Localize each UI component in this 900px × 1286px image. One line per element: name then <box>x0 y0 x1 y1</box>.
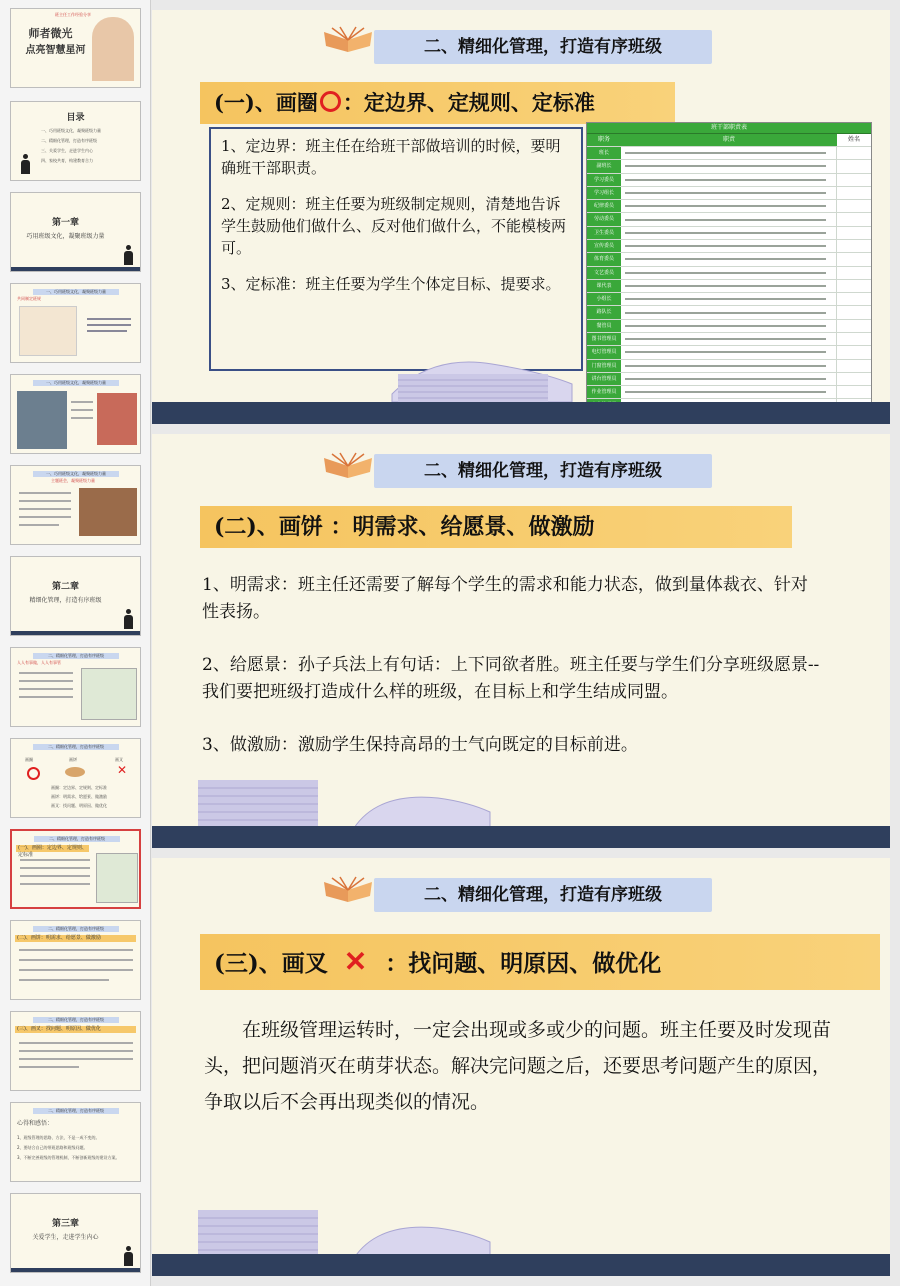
thumb-header: 一、巧用班级文化，凝聚班级力量 <box>46 471 106 476</box>
thumb-item: 1、班级管理的思路、方法，不是一成不变的。 <box>17 1135 100 1140</box>
table-row <box>587 319 871 332</box>
table-cell-duty <box>621 147 836 159</box>
table-row <box>587 359 871 372</box>
table-row <box>587 292 871 305</box>
circle-icon <box>27 767 40 780</box>
thumb-title: 师者微光 <box>28 27 73 40</box>
thumb-subtitle: 人人有事做，人人有事管 <box>17 660 61 665</box>
table-cell-duty <box>621 240 836 252</box>
table-cell-name[interactable] <box>836 373 871 385</box>
paper-stack-illustration <box>198 772 508 830</box>
text-box <box>209 127 583 371</box>
table-cell-role: 宣传委员 <box>587 240 621 252</box>
toc-item: 三、关爱学生，走进学生内心 <box>41 148 93 153</box>
slide-1 <box>152 10 890 424</box>
section-banner <box>200 82 675 124</box>
table-cell-name[interactable] <box>836 306 871 318</box>
duty-table-image <box>81 668 137 720</box>
duty-table-image <box>96 853 138 903</box>
table-cell-name[interactable] <box>836 227 871 239</box>
open-book-icon <box>322 876 374 906</box>
thumb-item: 2、要结合自己的带班思路和班级问题。 <box>17 1145 88 1150</box>
slide-thumb-4[interactable] <box>10 283 141 363</box>
bottom-stripe <box>152 402 890 424</box>
table-cell-duty <box>621 253 836 265</box>
table-row <box>587 212 871 225</box>
table-cell-duty <box>621 346 836 358</box>
table-cell-role: 卫生委员 <box>587 227 621 239</box>
table-cell-name[interactable] <box>836 320 871 332</box>
banner-prefix: (三)、画叉 <box>214 950 328 977</box>
sports-photo <box>79 488 137 536</box>
slide-thumb-6[interactable] <box>10 465 141 545</box>
table-cell-role: 学习委员 <box>587 174 621 186</box>
table-cell-name[interactable] <box>836 280 871 292</box>
table-body <box>587 146 871 424</box>
table-title: 班干部职责表 <box>587 123 871 133</box>
table-header-cell: 职责 <box>722 136 735 143</box>
toc-item: 二、精细化管理，打造有序班级 <box>41 138 97 143</box>
thumb-subtitle: 主题班会，凝聚班级力量 <box>51 478 95 483</box>
table-row <box>587 332 871 345</box>
figure-silhouette <box>122 609 134 631</box>
paragraph: 2、给愿景：孙子兵法上有句话：上下同欲者胜。班主任要与学生们分享班级愿景--我们要把班级打造成什么样的班级，在目标上和学生结成同盟。 <box>202 655 820 702</box>
table-cell-role: 文艺委员 <box>587 267 621 279</box>
slide-thumb-9[interactable] <box>10 738 141 818</box>
slide-header <box>374 30 712 64</box>
table-cell-duty <box>621 293 836 305</box>
thumb-line: 画叉：找问题、明原因、做优化 <box>51 803 107 808</box>
open-book-icon <box>322 26 374 56</box>
slide-thumb-7[interactable] <box>10 556 141 636</box>
table-row <box>587 186 871 199</box>
table-cell-name[interactable] <box>836 174 871 186</box>
paragraph: 在班级管理运转时，一定会出现或多或少的问题。班主任要及时发现苗头，把问题消灭在萌芽状态。解决完问题之后，还要思考问题产生的原因，争取以后不会再出现类似的情况。 <box>204 1019 832 1113</box>
duty-table <box>586 122 872 404</box>
table-cell-duty <box>621 306 836 318</box>
table-cell-name[interactable] <box>836 386 871 398</box>
paper-stack-illustration <box>198 1202 508 1260</box>
text-block <box>202 572 820 759</box>
thumb-subtitle: (一)、画圈：定边界、定规则、定标准 <box>18 845 87 858</box>
thumb-header: 二、精细化管理，打造有序班级 <box>48 744 104 749</box>
table-row <box>587 199 871 212</box>
table-row <box>587 226 871 239</box>
thumb-subtitle: 点亮智慧星河 <box>25 45 86 56</box>
table-row <box>587 146 871 159</box>
classroom-photo <box>17 391 67 449</box>
thumb-line: 画饼：明需求、给愿景、做激励 <box>51 794 107 799</box>
table-cell-role: 劳动委员 <box>587 213 621 225</box>
table-cell-name[interactable] <box>836 200 871 212</box>
toc-item: 一、巧用班级文化，凝聚班级力量 <box>41 128 101 133</box>
banner-suffix: ：找问题、明原因、做优化 <box>385 950 662 977</box>
slide-header <box>374 878 712 912</box>
toc-item: 四、家校共育，构建教育合力 <box>41 158 93 163</box>
slide-thumb-1[interactable] <box>10 8 141 88</box>
table-cell-name[interactable] <box>836 346 871 358</box>
thumb-title: 目录 <box>66 113 85 123</box>
slide-thumbnail-panel <box>0 0 151 1286</box>
slide-thumb-12[interactable] <box>10 1011 141 1091</box>
thumb-title: 第一章 <box>51 218 79 228</box>
slide-thumb-2[interactable] <box>10 101 141 181</box>
classroom-photo <box>97 393 137 445</box>
table-cell-role: 电灯管理员 <box>587 346 621 358</box>
table-cell-name[interactable] <box>836 147 871 159</box>
table-row <box>587 372 871 385</box>
slide-thumb-11[interactable] <box>10 920 141 1000</box>
bottom-stripe <box>152 1254 890 1276</box>
section-banner <box>200 506 792 548</box>
slide-3 <box>152 858 890 1276</box>
table-cell-role: 讲台管理员 <box>587 373 621 385</box>
thumb-label-pie: 画饼 <box>69 757 77 762</box>
paragraph: 1、明需求：班主任还需要了解每个学生的需求和能力状态，做到量体裁衣、针对性表扬。 <box>202 575 808 622</box>
table-cell-role: 餐管员 <box>587 320 621 332</box>
thumb-header: 一、巧用班级文化，凝聚班级力量 <box>46 289 106 294</box>
thumb-header: 一、巧用班级文化，凝聚班级力量 <box>46 380 106 385</box>
paragraph: 2、定规则：班主任要为班级制定规则，清楚地告诉学生鼓励他们做什么、反对他们做什么，不能模棱两可。 <box>221 195 567 257</box>
slide-header-text: 二、精细化管理，打造有序班级 <box>424 37 662 57</box>
table-cell-name[interactable] <box>836 253 871 265</box>
table-row <box>587 345 871 358</box>
thumb-line: 画圈：定边界、定规则、定标准 <box>51 785 107 790</box>
bottom-stripe <box>152 826 890 848</box>
thumb-label-cross: 画叉 <box>115 757 123 762</box>
red-circle-icon <box>320 91 341 112</box>
table-header-cell: 姓名 <box>837 134 871 146</box>
slide-thumb-13[interactable] <box>10 1102 141 1182</box>
paragraph: 3、定标准：班主任要为学生个体定目标、提要求。 <box>221 275 561 293</box>
table-cell-name[interactable] <box>836 240 871 252</box>
thumb-label-circle: 画圈 <box>25 757 33 762</box>
figure-silhouette <box>122 1246 134 1268</box>
table-row <box>587 385 871 398</box>
thumb-subtitle: 关爱学生，走进学生内心 <box>32 1234 99 1241</box>
table-cell-duty <box>621 333 836 345</box>
banner-prefix: (一)、画圈 <box>214 90 318 115</box>
table-row <box>587 252 871 265</box>
table-cell-role: 路队长 <box>587 306 621 318</box>
thumb-subtitle: 巧用班级文化，凝聚班级力量 <box>26 233 105 240</box>
table-row <box>587 279 871 292</box>
table-cell-duty <box>621 200 836 212</box>
table-cell-name[interactable] <box>836 187 871 199</box>
table-cell-name[interactable] <box>836 267 871 279</box>
table-cell-name[interactable] <box>836 160 871 172</box>
table-row <box>587 266 871 279</box>
thumb-subtitle: 心得和感悟： <box>17 1120 54 1127</box>
teacher-photo <box>92 17 134 81</box>
slide-thumb-5[interactable] <box>10 374 141 454</box>
class-rules-image <box>19 306 77 356</box>
slide-thumb-3[interactable] <box>10 192 141 272</box>
paper-stack-illustration <box>372 344 602 406</box>
table-row <box>587 173 871 186</box>
table-cell-duty <box>621 267 836 279</box>
thumb-header: 二、精细化管理，打造有序班级 <box>48 653 104 658</box>
table-cell-duty <box>621 160 836 172</box>
slide-2 <box>152 434 890 848</box>
thumb-title: 第三章 <box>51 1219 79 1229</box>
thumb-title: 第二章 <box>51 582 79 592</box>
slide-header <box>374 454 712 488</box>
table-cell-name[interactable] <box>836 333 871 345</box>
table-cell-duty <box>621 320 836 332</box>
table-cell-role: 副班长 <box>587 160 621 172</box>
slide-thumb-8[interactable] <box>10 647 141 727</box>
thumb-header: 二、精细化管理，打造有序班级 <box>49 836 105 841</box>
thumb-subtitle: 共同制定班规 <box>17 296 41 301</box>
thumb-header: 二、精细化管理，打造有序班级 <box>48 1017 104 1022</box>
table-row <box>587 239 871 252</box>
table-cell-duty <box>621 280 836 292</box>
thumb-subtitle: (三)、画叉：找问题、明原因、做优化 <box>17 1026 101 1032</box>
paragraph: 1、定边界：班主任在给班干部做培训的时候，要明确班干部职责。 <box>221 137 561 177</box>
table-row <box>587 305 871 318</box>
table-cell-duty <box>621 373 836 385</box>
table-cell-role: 门窗管理员 <box>587 360 621 372</box>
table-cell-role: 作业管理员 <box>587 386 621 398</box>
table-cell-role: 课代表 <box>587 280 621 292</box>
table-cell-duty <box>621 174 836 186</box>
thumb-subtitle: (二)、画饼：明需求、给愿景、做激励 <box>17 935 101 941</box>
thumb-header: 二、精细化管理，打造有序班级 <box>48 1108 104 1113</box>
red-cross-icon: ✕ <box>343 945 368 978</box>
slide-thumb-10[interactable] <box>10 829 141 909</box>
table-cell-duty <box>621 187 836 199</box>
table-cell-duty <box>621 213 836 225</box>
section-banner <box>200 934 880 990</box>
table-cell-name[interactable] <box>836 360 871 372</box>
cross-icon: ✕ <box>117 763 128 777</box>
thumb-header: 二、精细化管理，打造有序班级 <box>48 926 104 931</box>
table-cell-role: 体育委员 <box>587 253 621 265</box>
slide-header-text: 二、精细化管理，打造有序班级 <box>424 461 662 481</box>
table-header-cell: 职务 <box>597 136 610 143</box>
table-cell-name[interactable] <box>836 293 871 305</box>
table-cell-role: 纪律委员 <box>587 200 621 212</box>
table-cell-role: 小组长 <box>587 293 621 305</box>
thumb-subtitle: 精细化管理，打造有序班级 <box>29 597 102 604</box>
table-cell-duty <box>621 360 836 372</box>
table-cell-duty <box>621 386 836 398</box>
slide-thumb-14[interactable] <box>10 1193 141 1273</box>
table-cell-role: 图书管理员 <box>587 333 621 345</box>
table-cell-duty <box>621 227 836 239</box>
banner-suffix: ：定边界、定规则、定标准 <box>342 90 595 115</box>
thumb-top-text: 班主任工作经验分享 <box>55 12 91 17</box>
table-row <box>587 159 871 172</box>
figure-silhouette <box>19 154 31 176</box>
thumb-item: 3、不断完善班级的管理机制，不断创新班级的建设方案。 <box>17 1155 120 1160</box>
open-book-icon <box>322 452 374 482</box>
figure-silhouette <box>122 245 134 267</box>
banner-text: (二)、画饼 ：明需求、给愿景、做激励 <box>214 514 595 540</box>
pie-icon <box>65 767 85 777</box>
slide-header-text: 二、精细化管理，打造有序班级 <box>424 885 662 905</box>
paragraph: 3、做激励：激励学生保持高昂的士气向既定的目标前进。 <box>202 735 638 755</box>
table-cell-name[interactable] <box>836 213 871 225</box>
table-cell-role: 学习组长 <box>587 187 621 199</box>
table-cell-role: 班长 <box>587 147 621 159</box>
